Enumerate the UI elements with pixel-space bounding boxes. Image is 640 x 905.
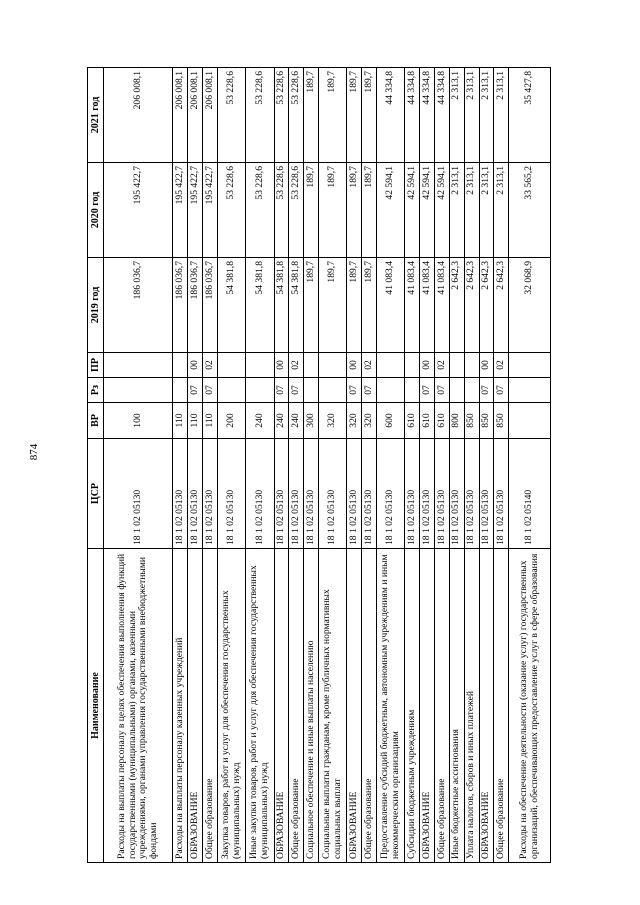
table-row xyxy=(494,68,509,863)
row-value-2019: 189,7 xyxy=(347,258,362,353)
row-value-2021: 53 228,6 xyxy=(274,68,289,163)
row-csr: 18 1 02 05130 xyxy=(188,439,203,549)
row-rz xyxy=(509,378,551,403)
row-name: Общее образование xyxy=(203,549,218,863)
row-vr xyxy=(509,403,551,439)
table-row xyxy=(435,68,450,863)
rotated-table-container xyxy=(87,68,551,863)
row-value-2021: 44 334,8 xyxy=(405,68,420,163)
row-value-2021: 44 334,8 xyxy=(420,68,435,163)
row-name: ОБРАЗОВАНИЕ xyxy=(479,549,494,863)
row-csr: 18 1 02 05140 xyxy=(509,439,551,549)
row-pr: 00 xyxy=(188,353,203,378)
table-row xyxy=(304,68,319,863)
row-csr: 18 1 02 05130 xyxy=(420,439,435,549)
row-pr: 02 xyxy=(494,353,509,378)
row-value-2020: 42 594,1 xyxy=(435,163,450,258)
row-csr: 18 1 02 05130 xyxy=(173,439,188,549)
row-value-2020: 53 228,6 xyxy=(246,163,274,258)
row-value-2021: 189,7 xyxy=(304,68,319,163)
header-2021: 2021 год xyxy=(88,68,104,163)
row-name: Общее образование xyxy=(289,549,304,863)
row-value-2019: 2 642,3 xyxy=(449,258,464,353)
row-value-2021: 189,7 xyxy=(347,68,362,163)
row-name: Общее образование xyxy=(494,549,509,863)
row-value-2021: 44 334,8 xyxy=(435,68,450,163)
row-value-2020: 195 422,7 xyxy=(173,163,188,258)
row-name: ОБРАЗОВАНИЕ xyxy=(420,549,435,863)
row-rz xyxy=(319,378,347,403)
row-csr: 18 1 02 05130 xyxy=(203,439,218,549)
row-csr: 18 1 02 05130 xyxy=(362,439,377,549)
row-rz xyxy=(217,378,245,403)
row-vr: 240 xyxy=(289,403,304,439)
row-value-2020: 2 313,1 xyxy=(464,163,479,258)
row-rz: 07 xyxy=(435,378,450,403)
table-row xyxy=(347,68,362,863)
row-value-2020: 195 422,7 xyxy=(104,163,173,258)
row-rz: 07 xyxy=(188,378,203,403)
row-vr: 110 xyxy=(188,403,203,439)
table-header-row xyxy=(88,68,104,863)
row-pr xyxy=(509,353,551,378)
row-vr: 610 xyxy=(420,403,435,439)
row-value-2021: 206 008,1 xyxy=(188,68,203,163)
row-value-2020: 53 228,6 xyxy=(274,163,289,258)
row-value-2019: 186 036,7 xyxy=(188,258,203,353)
row-value-2019: 54 381,8 xyxy=(274,258,289,353)
row-value-2021: 35 427,8 xyxy=(509,68,551,163)
row-rz: 07 xyxy=(362,378,377,403)
table-row xyxy=(449,68,464,863)
row-value-2019: 41 083,4 xyxy=(435,258,450,353)
row-csr: 18 1 02 05130 xyxy=(319,439,347,549)
row-name: Уплата налогов, сборов и иных платежей xyxy=(464,549,479,863)
row-vr: 320 xyxy=(362,403,377,439)
row-value-2019: 2 642,3 xyxy=(479,258,494,353)
header-2019: 2019 год xyxy=(88,258,104,353)
row-value-2021: 206 008,1 xyxy=(104,68,173,163)
row-value-2021: 206 008,1 xyxy=(203,68,218,163)
row-rz: 07 xyxy=(203,378,218,403)
row-rz xyxy=(464,378,479,403)
row-pr xyxy=(173,353,188,378)
row-vr: 110 xyxy=(203,403,218,439)
row-pr: 02 xyxy=(362,353,377,378)
row-vr: 850 xyxy=(464,403,479,439)
table-row xyxy=(246,68,274,863)
row-name: Общее образование xyxy=(435,549,450,863)
row-csr: 18 1 02 05130 xyxy=(405,439,420,549)
table-row xyxy=(362,68,377,863)
row-csr: 18 1 02 05130 xyxy=(479,439,494,549)
row-pr: 00 xyxy=(347,353,362,378)
row-csr: 18 1 02 05130 xyxy=(289,439,304,549)
row-value-2020: 195 422,7 xyxy=(203,163,218,258)
row-value-2020: 2 313,1 xyxy=(449,163,464,258)
row-value-2021: 189,7 xyxy=(319,68,347,163)
header-name: Наименование xyxy=(88,549,104,863)
row-value-2021: 2 313,1 xyxy=(494,68,509,163)
table-row xyxy=(377,68,405,863)
row-value-2020: 53 228,6 xyxy=(217,163,245,258)
table-row xyxy=(319,68,347,863)
row-value-2019: 186 036,7 xyxy=(104,258,173,353)
row-name: Предоставление субсидий бюджетным, автономным учреждениям и иным некоммерческим организациям xyxy=(377,549,405,863)
row-value-2020: 195 422,7 xyxy=(188,163,203,258)
row-value-2021: 53 228,6 xyxy=(289,68,304,163)
row-value-2021: 53 228,6 xyxy=(246,68,274,163)
header-pr: ПР xyxy=(88,353,104,378)
row-csr: 18 1 02 05130 xyxy=(377,439,405,549)
table-body xyxy=(104,68,551,863)
row-csr: 18 1 02 05130 xyxy=(104,439,173,549)
row-rz xyxy=(304,378,319,403)
row-name: Социальные выплаты гражданам, кроме публичных нормативных социальных выплат xyxy=(319,549,347,863)
row-name: Иные закупки товаров, работ и услуг для обеспечения государственных (муниципальных) нужд xyxy=(246,549,274,863)
row-rz xyxy=(449,378,464,403)
row-rz: 07 xyxy=(479,378,494,403)
row-value-2019: 54 381,8 xyxy=(289,258,304,353)
table-row xyxy=(464,68,479,863)
row-rz: 07 xyxy=(347,378,362,403)
row-value-2020: 42 594,1 xyxy=(420,163,435,258)
row-vr: 800 xyxy=(449,403,464,439)
row-pr: 00 xyxy=(420,353,435,378)
row-pr xyxy=(217,353,245,378)
row-name: Закупка товаров, работ и услуг для обеспечения государственных (муниципальных) нужд xyxy=(217,549,245,863)
row-csr: 18 1 02 05130 xyxy=(449,439,464,549)
row-name: ОБРАЗОВАНИЕ xyxy=(347,549,362,863)
row-pr: 02 xyxy=(289,353,304,378)
row-value-2019: 186 036,7 xyxy=(203,258,218,353)
row-value-2019: 41 083,4 xyxy=(405,258,420,353)
row-pr xyxy=(304,353,319,378)
row-rz: 07 xyxy=(420,378,435,403)
row-vr: 200 xyxy=(217,403,245,439)
table-row xyxy=(203,68,218,863)
row-pr: 00 xyxy=(479,353,494,378)
row-pr xyxy=(449,353,464,378)
row-value-2019: 41 083,4 xyxy=(420,258,435,353)
budget-table xyxy=(87,67,551,863)
row-csr: 18 1 02 05130 xyxy=(347,439,362,549)
row-name: Расходы на выплаты персоналу казенных учреждений xyxy=(173,549,188,863)
row-csr: 18 1 02 05130 xyxy=(304,439,319,549)
row-value-2019: 2 642,3 xyxy=(464,258,479,353)
row-vr: 100 xyxy=(104,403,173,439)
row-value-2020: 189,7 xyxy=(319,163,347,258)
table-row xyxy=(405,68,420,863)
row-csr: 18 1 02 05130 xyxy=(274,439,289,549)
row-csr: 18 1 02 05130 xyxy=(435,439,450,549)
row-value-2019: 54 381,8 xyxy=(246,258,274,353)
header-vr: ВР xyxy=(88,403,104,439)
row-csr: 18 1 02 05130 xyxy=(464,439,479,549)
row-rz: 07 xyxy=(274,378,289,403)
row-csr: 18 1 02 05130 xyxy=(217,439,245,549)
row-value-2019: 2 642,3 xyxy=(494,258,509,353)
row-value-2021: 53 228,6 xyxy=(217,68,245,163)
row-name: Расходы на выплаты персоналу в целях обеспечения выполнения функций государственными (муниципальными) органами, казенными учреждениями, органами управления государственными внебюджетными фондами xyxy=(104,549,173,863)
row-rz xyxy=(405,378,420,403)
row-rz: 07 xyxy=(289,378,304,403)
row-value-2019: 189,7 xyxy=(319,258,347,353)
row-value-2019: 54 381,8 xyxy=(217,258,245,353)
row-value-2019: 189,7 xyxy=(362,258,377,353)
row-csr: 18 1 02 05130 xyxy=(494,439,509,549)
row-vr: 240 xyxy=(274,403,289,439)
row-pr xyxy=(405,353,420,378)
table-row xyxy=(509,68,551,863)
row-vr: 320 xyxy=(347,403,362,439)
row-name: Субсидии бюджетным учреждениям xyxy=(405,549,420,863)
row-value-2019: 186 036,7 xyxy=(173,258,188,353)
row-vr: 600 xyxy=(377,403,405,439)
row-value-2020: 42 594,1 xyxy=(405,163,420,258)
row-vr: 240 xyxy=(246,403,274,439)
table-row xyxy=(188,68,203,863)
row-vr: 300 xyxy=(304,403,319,439)
row-rz xyxy=(377,378,405,403)
row-pr xyxy=(319,353,347,378)
row-value-2021: 189,7 xyxy=(362,68,377,163)
row-value-2021: 2 313,1 xyxy=(464,68,479,163)
row-value-2021: 2 313,1 xyxy=(449,68,464,163)
table-row xyxy=(420,68,435,863)
row-value-2019: 41 083,4 xyxy=(377,258,405,353)
row-pr: 02 xyxy=(435,353,450,378)
row-vr: 850 xyxy=(479,403,494,439)
table-row xyxy=(479,68,494,863)
row-value-2020: 2 313,1 xyxy=(494,163,509,258)
header-2020: 2020 год xyxy=(88,163,104,258)
row-value-2020: 189,7 xyxy=(362,163,377,258)
row-pr: 00 xyxy=(274,353,289,378)
row-value-2021: 2 313,1 xyxy=(479,68,494,163)
row-pr xyxy=(464,353,479,378)
row-csr: 18 1 02 05130 xyxy=(246,439,274,549)
row-vr: 850 xyxy=(494,403,509,439)
row-pr: 02 xyxy=(203,353,218,378)
table-row xyxy=(217,68,245,863)
row-rz xyxy=(173,378,188,403)
header-rz: Рз xyxy=(88,378,104,403)
header-csr: ЦСР xyxy=(88,439,104,549)
row-name: Социальное обеспечение и иные выплаты населению xyxy=(304,549,319,863)
row-value-2021: 44 334,8 xyxy=(377,68,405,163)
row-value-2020: 53 228,6 xyxy=(289,163,304,258)
row-pr xyxy=(377,353,405,378)
row-name: Иные бюджетные ассигнования xyxy=(449,549,464,863)
table-row xyxy=(104,68,173,863)
row-name: ОБРАЗОВАНИЕ xyxy=(188,549,203,863)
row-value-2019: 32 068,9 xyxy=(509,258,551,353)
table-row xyxy=(289,68,304,863)
row-value-2019: 189,7 xyxy=(304,258,319,353)
row-value-2020: 33 565,2 xyxy=(509,163,551,258)
row-name: ОБРАЗОВАНИЕ xyxy=(274,549,289,863)
row-rz xyxy=(104,378,173,403)
row-value-2020: 189,7 xyxy=(304,163,319,258)
row-rz xyxy=(246,378,274,403)
row-value-2021: 206 008,1 xyxy=(173,68,188,163)
page-number: 874 xyxy=(28,443,40,461)
row-value-2020: 2 313,1 xyxy=(479,163,494,258)
table-row xyxy=(274,68,289,863)
table-row xyxy=(173,68,188,863)
row-pr xyxy=(104,353,173,378)
row-rz: 07 xyxy=(494,378,509,403)
row-vr: 110 xyxy=(173,403,188,439)
row-pr xyxy=(246,353,274,378)
row-name: Общее образование xyxy=(362,549,377,863)
row-vr: 610 xyxy=(405,403,420,439)
row-vr: 610 xyxy=(435,403,450,439)
row-value-2020: 42 594,1 xyxy=(377,163,405,258)
row-value-2020: 189,7 xyxy=(347,163,362,258)
row-name: Расходы на обеспечение деятельности (оказание услуг) государственных организаций, обеспечивающих предоставление услуг в сфере образования xyxy=(509,549,551,863)
row-vr: 320 xyxy=(319,403,347,439)
